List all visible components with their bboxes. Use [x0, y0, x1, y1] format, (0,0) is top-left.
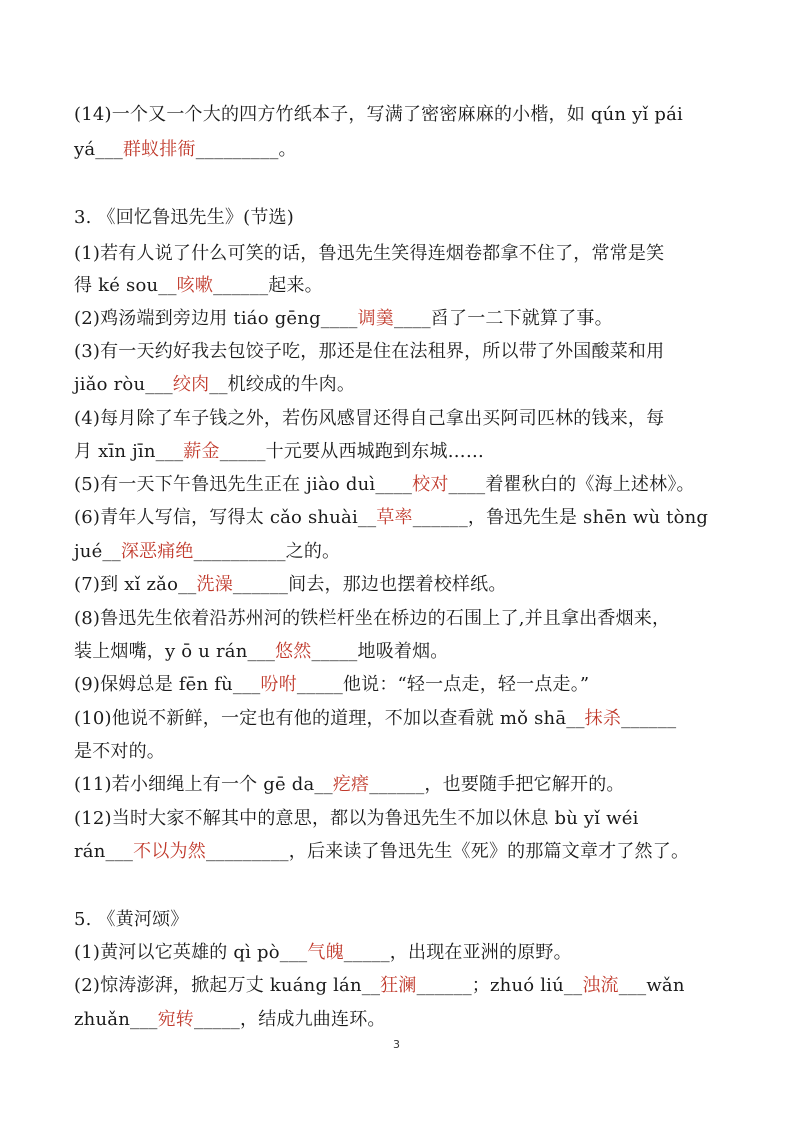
answer-text: 疙瘩: [332, 774, 370, 795]
answer-text: 洗澡: [196, 574, 233, 595]
line-text: zhuǎn___: [74, 1009, 158, 1030]
text-line: [74, 707, 676, 731]
line-text: jué__: [74, 541, 121, 562]
line-text: (1)若有人说了什么可笑的话，鲁迅先生笑得连烟卷都拿不住了，常常是笑: [74, 243, 665, 264]
text-line: [74, 274, 323, 298]
text-line: [74, 242, 664, 266]
line-text: ___wǎn: [618, 975, 685, 996]
text-line: [74, 373, 355, 397]
line-text: (2)鸡汤端到旁边用 tiáo gēng____: [74, 308, 358, 329]
text-line: [74, 473, 695, 497]
line-text: (10)他说不新鲜，一定也有他的道理，不加以查看就 mǒ shā__: [74, 708, 585, 729]
answer-text: 深恶痛绝: [120, 541, 194, 562]
line-text: 是不对的。: [74, 741, 165, 762]
answer-text: 咳嗽: [176, 275, 214, 296]
line-text: _________。: [195, 139, 297, 160]
text-line: [74, 138, 297, 162]
answer-text: 群蚁排衙: [122, 139, 196, 160]
line-text: ______: [621, 708, 677, 729]
text-line: [74, 506, 708, 530]
text-line: [74, 607, 670, 631]
line-text: ______，也要随手把它解开的。: [369, 774, 625, 795]
line-text: (8)鲁迅先生依着沿苏州河的铁栏杆坐在桥边的石围上了,并且拿出香烟来，: [74, 608, 671, 629]
text-line: [74, 540, 340, 564]
line-text: jiǎo ròu___: [74, 374, 173, 395]
answer-text: 薪金: [183, 441, 220, 462]
answer-text: 抹杀: [584, 708, 622, 729]
line-text: _____，出现在亚洲的原野。: [343, 942, 572, 963]
text-line: [74, 1008, 386, 1032]
text-line: [74, 640, 449, 664]
line-text: yá___: [74, 139, 123, 160]
text-line: [74, 941, 572, 965]
line-text: (12)当时大家不解其中的意思，都以为鲁迅先生不加以休息 bù yǐ wéi: [74, 808, 639, 829]
answer-text: 浊流: [582, 975, 619, 996]
text-line: [74, 340, 664, 364]
answer-text: 校对: [412, 474, 449, 495]
line-text: ____舀了一二下就算了事。: [394, 308, 613, 329]
text-line: [74, 103, 683, 127]
line-text: ______；zhuó liú__: [416, 975, 583, 996]
answer-text: 宛转: [157, 1009, 194, 1030]
text-line: [74, 740, 165, 764]
text-line: [74, 307, 613, 331]
text-line: [74, 807, 639, 831]
answer-text: 调羹: [357, 308, 394, 329]
line-text: 月 xīn jīn___: [74, 441, 184, 462]
line-text: __________之的。: [193, 541, 341, 562]
answer-text: 气魄: [307, 942, 344, 963]
text-line: [74, 773, 625, 797]
line-text: (6)青年人写信，写得太 cǎo shuài__: [74, 507, 377, 528]
line-text: (4)每月除了车子钱之外，若伤风感冒还得自己拿出买阿司匹林的钱来，每: [74, 408, 665, 429]
line-text: (9)保姆总是 fēn fù___: [74, 674, 261, 695]
line-text: (7)到 xǐ zǎo__: [74, 574, 197, 595]
text-line: [74, 440, 484, 464]
line-text: _____十元要从西城跑到东城……: [219, 441, 485, 462]
line-text: (1)黄河以它英雄的 qì pò___: [74, 942, 308, 963]
text-line: [74, 206, 294, 230]
line-text: (14)一个又一个大的四方竹纸本子，写满了密密麻麻的小楷，如 qún yǐ pái: [74, 104, 683, 125]
text-line: [74, 573, 507, 597]
line-text: (5)有一天下午鲁迅先生正在 jiào duì____: [74, 474, 413, 495]
line-text: (2)惊涛澎湃，掀起万丈 kuáng lán__: [74, 975, 381, 996]
line-text: _________，后来读了鲁迅先生《死》的那篇文章才了然了。: [205, 841, 690, 862]
line-text: _____他说：“轻一点走，轻一点走。”: [296, 674, 590, 695]
answer-text: 绞肉: [172, 374, 210, 395]
answer-text: 吩咐: [260, 674, 297, 695]
text-line: [74, 974, 685, 998]
line-text: ____着瞿秋白的《海上述林》。: [448, 474, 695, 495]
line-text: 得 ké sou__: [74, 275, 177, 296]
line-text: (11)若小细绳上有一个 gē da__: [74, 774, 333, 795]
line-text: ______间去，那边也摆着校样纸。: [232, 574, 507, 595]
text-line: [74, 840, 689, 864]
answer-text: 狂澜: [380, 975, 417, 996]
line-text: _____，结成九曲连环。: [194, 1009, 386, 1030]
line-text: ______，鲁迅先生是 shēn wù tòng: [412, 507, 709, 528]
line-text: 5. 《黄河颂》: [74, 909, 189, 930]
line-text: __机绞成的牛肉。: [209, 374, 356, 395]
answer-text: 悠然: [275, 641, 312, 662]
text-line: [74, 407, 664, 431]
line-text: (3)有一天约好我去包饺子吃，那还是住在法租界，所以带了外国酸菜和用: [74, 341, 665, 362]
line-text: ______起来。: [213, 275, 323, 296]
line-text: 装上烟嘴，y ō u rán___: [74, 641, 276, 662]
line-text: rán___: [74, 841, 134, 862]
answer-text: 不以为然: [133, 841, 206, 862]
line-text: 3. 《回忆鲁迅先生》(节选): [74, 207, 294, 228]
text-line: [74, 908, 189, 932]
page-number: 3: [393, 1038, 400, 1051]
answer-text: 草率: [376, 507, 413, 528]
text-line: [74, 673, 589, 697]
line-text: _____地吸着烟。: [311, 641, 449, 662]
